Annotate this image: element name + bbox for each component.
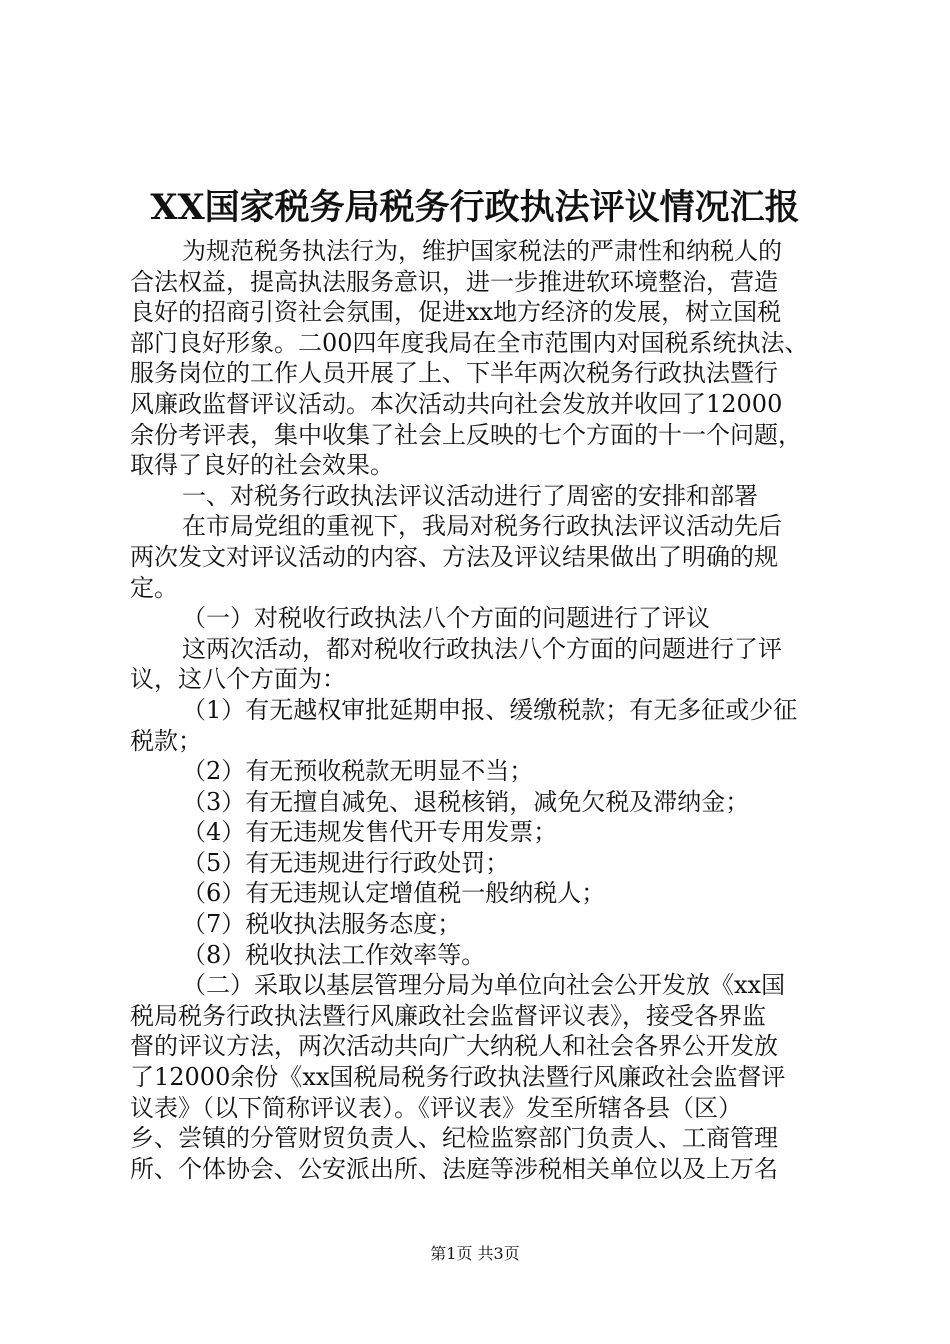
text-line: （一）对税收行政执法八个方面的问题进行了评议	[182, 604, 710, 633]
text-line: （7）税收执法服务态度；	[182, 910, 462, 939]
page-footer: 第1页 共3页	[430, 1244, 520, 1263]
document-title: XX国家税务局税务行政执法评议情况汇报	[150, 187, 800, 228]
text-line: 督的评议方法，两次活动共向广大纳税人和社会各界公开发放	[130, 1032, 778, 1061]
text-line: 两次发文对评议活动的内容、方法及评议结果做出了明确的规	[130, 542, 778, 571]
text-line: （1）有无越权审批延期申报、缓缴税款；有无多征或少征	[182, 695, 798, 724]
text-line: （6）有无违规认定增值税一般纳税人；	[182, 879, 606, 908]
text-line: 在市局党组的重视下，我局对税务行政执法评议活动先后	[182, 512, 782, 541]
text-line: 服务岗位的工作人员开展了上、下半年两次税务行政执法暨行	[130, 359, 778, 388]
text-line: 一、对税务行政执法评议活动进行了周密的安排和部署	[182, 481, 758, 510]
text-line: 乡、尝镇的分管财贸负责人、纪检监察部门负责人、工商管理	[130, 1124, 778, 1153]
text-line: 议表》（以下简称评议表）。《评议表》发至所辖各县（区）	[130, 1093, 742, 1122]
document-body	[130, 236, 830, 1184]
text-line: （5）有无违规进行行政处罚；	[182, 848, 510, 877]
text-line: （8）税收执法工作效率等。	[182, 940, 486, 969]
text-line: 取得了良好的社会效果。	[130, 451, 394, 480]
text-line: 良好的招商引资社会氛围，促进xx地方经济的发展，树立国税	[130, 298, 782, 327]
text-line: 定。	[130, 573, 178, 602]
text-line: 部门良好形象。二00四年度我局在全市范围内对国税系统执法、	[130, 328, 809, 357]
text-line: 这两次活动，都对税收行政执法八个方面的问题进行了评	[182, 634, 782, 663]
text-line: （二）采取以基层管理分局为单位向社会公开发放《xx国	[182, 971, 786, 1000]
text-line: 合法权益，提高执法服务意识，进一步推进软环境整治，营造	[130, 267, 778, 296]
text-line: （2）有无预收税款无明显不当；	[182, 757, 534, 786]
text-line: 税局税务行政执法暨行风廉政社会监督评议表》，接受各界监	[130, 1001, 766, 1030]
text-line: （3）有无擅自减免、退税核销，减免欠税及滞纳金；	[182, 787, 750, 816]
text-line: 风廉政监督评议活动。本次活动共向社会发放并收回了12000	[130, 389, 783, 418]
text-line: 所、个体协会、公安派出所、法庭等涉税相关单位以及上万名	[130, 1154, 778, 1183]
text-line: （4）有无违规发售代开专用发票；	[182, 818, 558, 847]
text-line: 余份考评表，集中收集了社会上反映的七个方面的十一个问题，	[130, 420, 802, 449]
text-line: 为规范税务执法行为，维护国家税法的严肃性和纳税人的	[182, 237, 782, 265]
text-line: 议，这八个方面为：	[130, 665, 346, 694]
text-line: 了12000余份《xx国税局税务行政执法暨行风廉政社会监督评	[130, 1063, 786, 1092]
text-line: 税款；	[130, 726, 202, 755]
